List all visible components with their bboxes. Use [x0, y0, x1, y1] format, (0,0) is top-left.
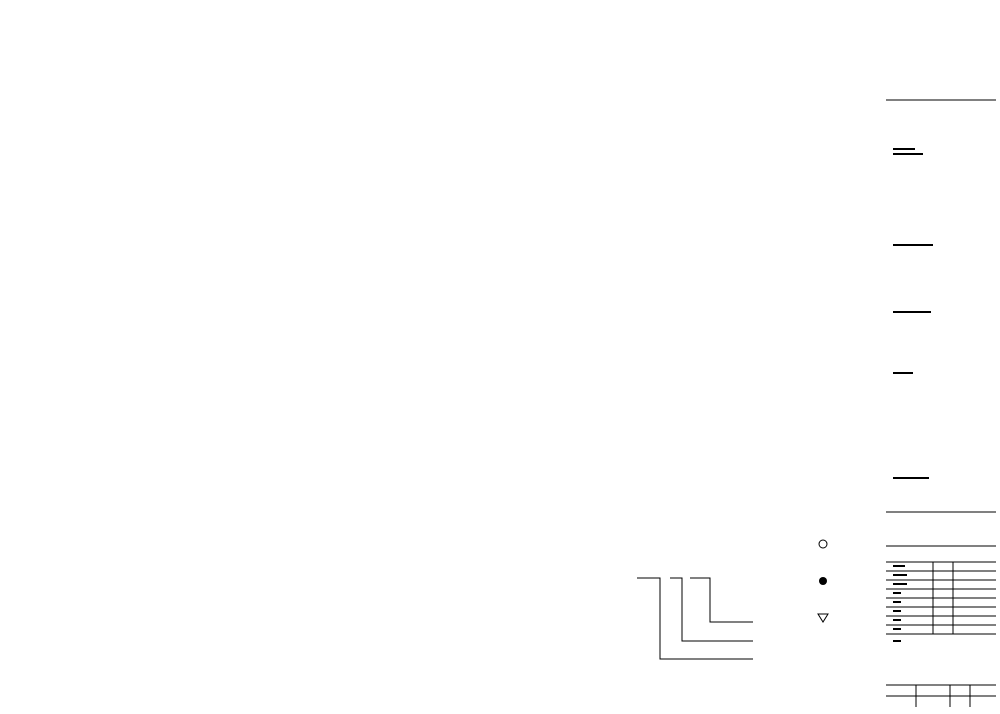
rule-leader-plan — [670, 578, 753, 641]
pending-issue-icon — [818, 614, 828, 622]
signature-table — [886, 562, 996, 642]
status-legend — [818, 540, 828, 622]
current-issue-icon — [819, 577, 827, 585]
rule-leader-floor — [637, 578, 753, 659]
coding-rule — [637, 578, 753, 659]
title-block — [886, 100, 996, 707]
history-issue-icon — [819, 540, 827, 548]
rule-leader-seq — [690, 578, 753, 622]
company-info-lines — [893, 148, 933, 479]
